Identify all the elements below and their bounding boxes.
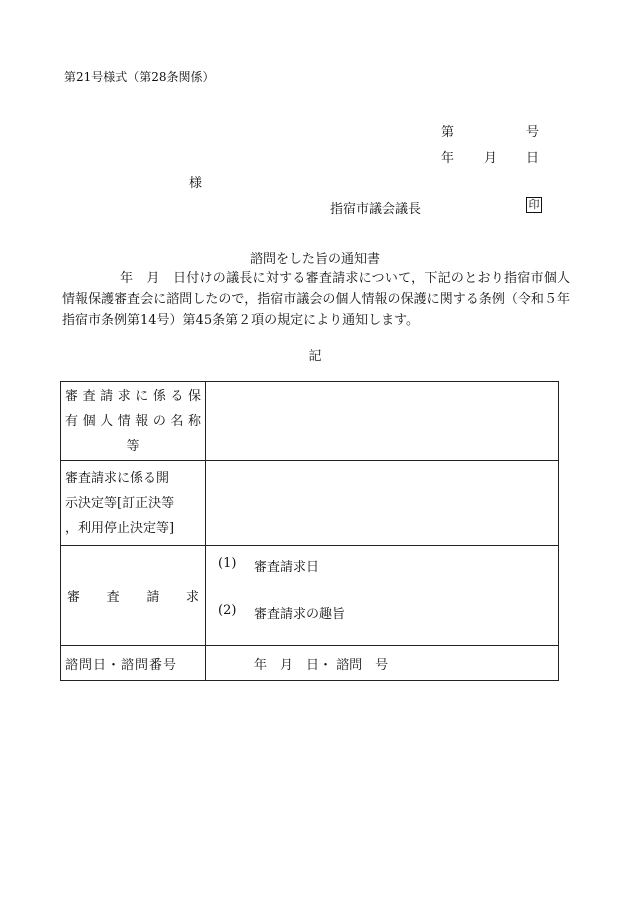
body-paragraph: 年 月 日付けの議長に対する審査請求について，下記のとおり指宿市個人情報保護審査会に諮問したので，指宿市議会の個人情報の保護に関する条例（令和５年指宿市条例第14号）第45条第２項の規定により通知します。 <box>62 271 570 328</box>
document-number-suffix: 号 <box>526 125 540 140</box>
date-year: 年 <box>441 151 455 166</box>
date-month: 月 <box>484 151 498 166</box>
review-request-cell <box>206 546 559 646</box>
row-label <box>61 646 206 681</box>
sender-name: 指宿市議会議長 <box>330 202 422 217</box>
row-label <box>61 382 206 461</box>
document-title: 諮問をした旨の通知書 <box>249 252 380 267</box>
details-table <box>60 381 559 681</box>
addressee-suffix: 様 <box>189 176 203 191</box>
item-number: (1) <box>218 556 237 571</box>
item-label: 審査請求の趣旨 <box>254 607 346 622</box>
table-row <box>61 382 559 461</box>
item-label: 審査請求日 <box>254 560 320 575</box>
label-char: 請 <box>146 590 160 605</box>
label-char: 査 <box>106 590 120 605</box>
table-row <box>61 646 559 681</box>
label-line: 諮問日・諮問番号 <box>65 657 178 673</box>
label-line: 審 査 請 求 に 係 る 保 <box>65 388 201 404</box>
table-row <box>61 461 559 546</box>
form-number: 第21号様式（第28条関係） <box>64 70 215 84</box>
label-line: 示決定等[訂正決等 <box>65 495 175 511</box>
record-name-field[interactable] <box>206 382 559 461</box>
row-label <box>61 461 206 546</box>
label-char: 求 <box>185 590 199 605</box>
row-label <box>61 546 206 646</box>
label-char: 審 <box>67 590 81 605</box>
date-day: 日 <box>526 151 540 166</box>
label-line: 等 <box>126 438 140 454</box>
table-row <box>61 546 559 646</box>
ki-heading: 記 <box>308 349 322 364</box>
disclosure-decision-field[interactable] <box>206 461 559 546</box>
document-number-prefix: 第 <box>441 125 455 140</box>
item-number: (2) <box>218 603 237 618</box>
label-line: 有 個 人 情 報 の 名 称 <box>65 413 201 429</box>
label-line: ，利用停止決定等] <box>65 520 175 536</box>
seal-mark: 印 <box>526 197 542 213</box>
inquiry-date-number: 年 月 日・ 諮問 号 <box>254 657 389 673</box>
label-line: 審査請求に係る開 <box>65 470 170 486</box>
inquiry-date-number-field[interactable] <box>206 646 559 681</box>
